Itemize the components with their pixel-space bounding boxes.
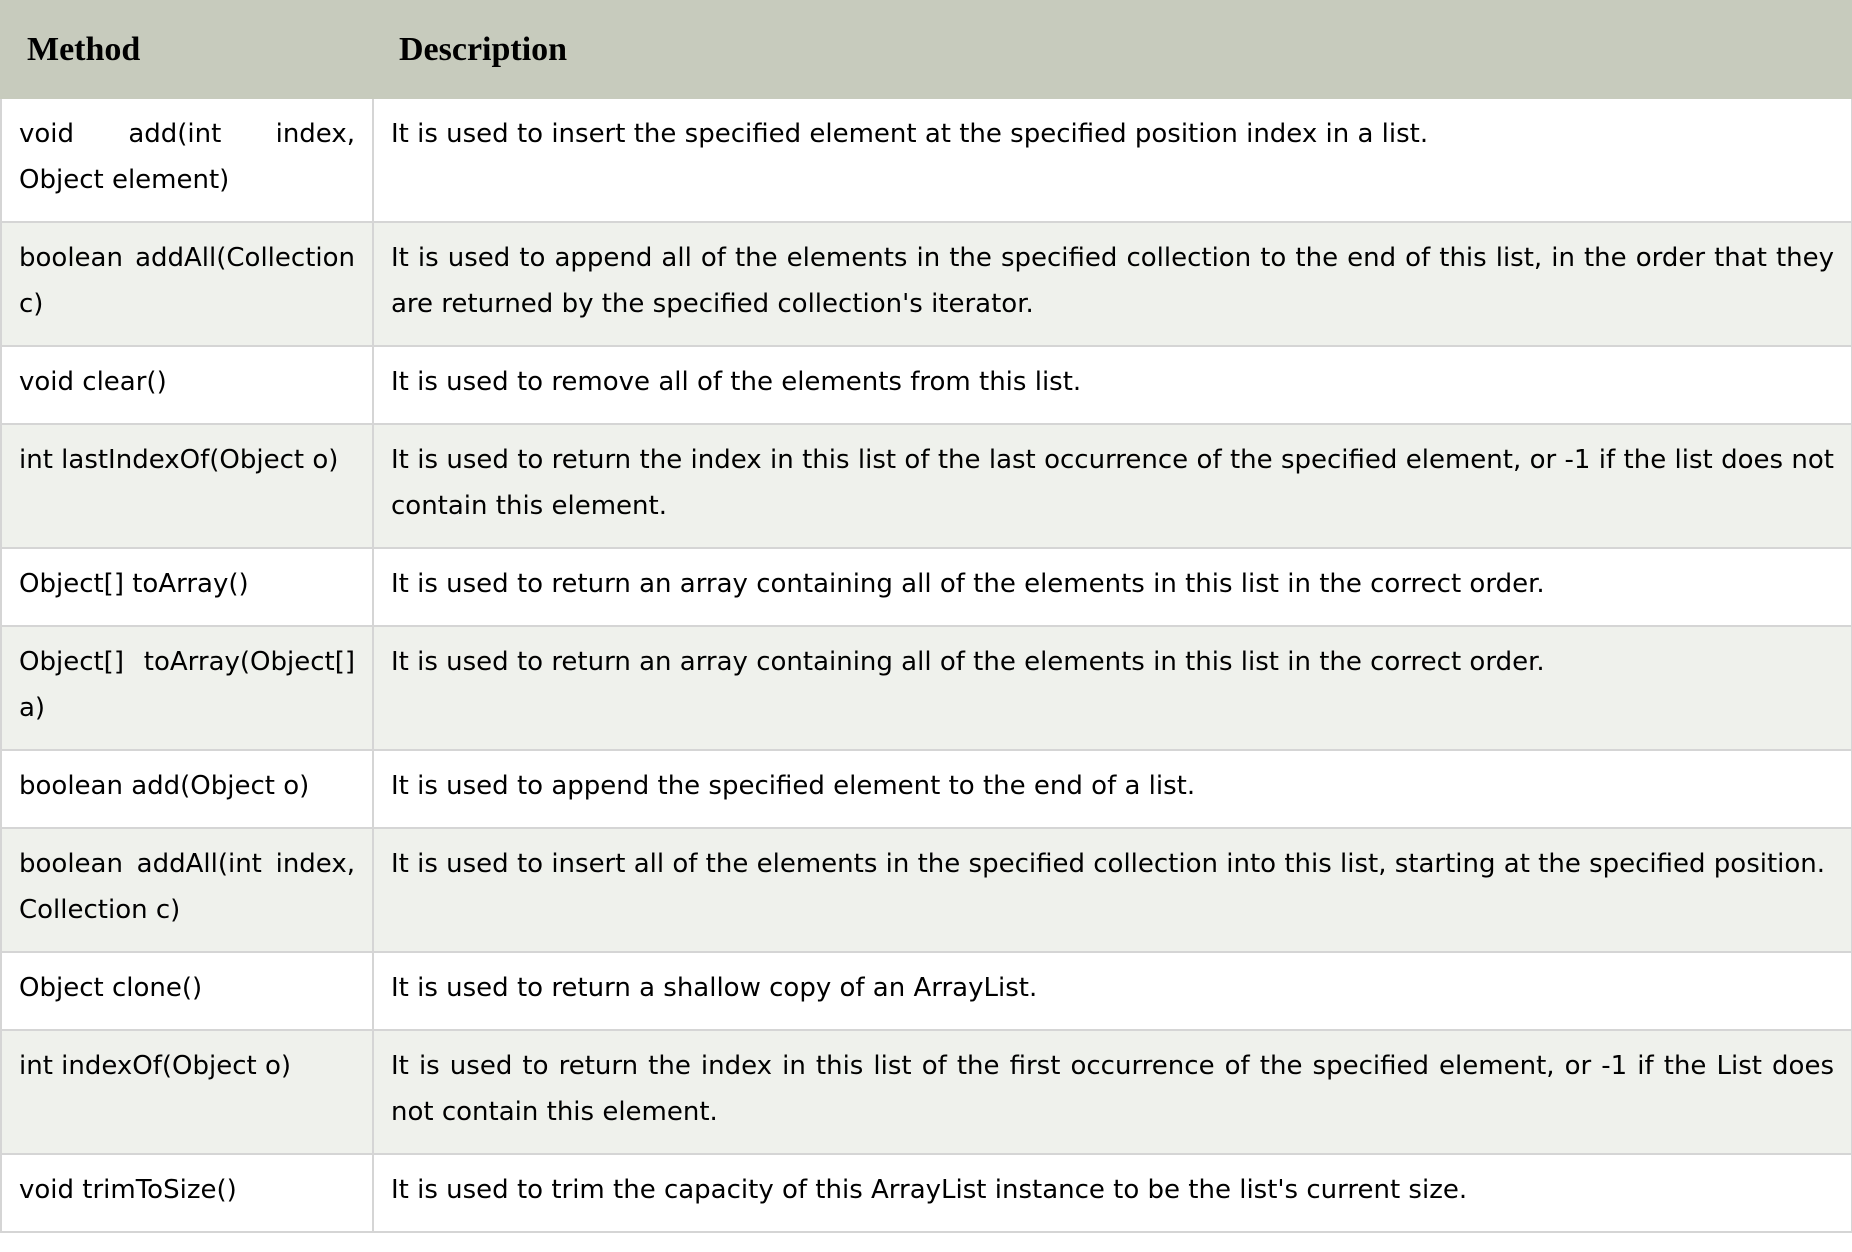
table-row (1, 626, 1852, 750)
method-cell: Object[] toArray(Object[] a) (1, 626, 373, 750)
table-row (1, 828, 1852, 952)
table-header-row (1, 1, 1852, 98)
method-cell: void clear() (1, 346, 373, 424)
method-cell: void add(int index, Object element) (1, 98, 373, 222)
description-cell: It is used to insert the specified element at the specified position index in a list. (373, 98, 1852, 222)
column-header-description: Description (373, 1, 1852, 98)
table-row (1, 98, 1852, 222)
description-cell: It is used to return an array containing all of the elements in this list in the correct order. (373, 548, 1852, 626)
description-cell: It is used to return a shallow copy of an ArrayList. (373, 952, 1852, 1030)
method-cell: Object clone() (1, 952, 373, 1030)
description-cell: It is used to append the specified element to the end of a list. (373, 750, 1852, 828)
table-row (1, 750, 1852, 828)
description-cell: It is used to append all of the elements in the specified collection to the end of this list, in the order that they are returned by the specified collection's iterator. (373, 222, 1852, 346)
table-row (1, 548, 1852, 626)
method-cell: int indexOf(Object o) (1, 1030, 373, 1154)
description-cell: It is used to return the index in this list of the first occurrence of the specified element, or -1 if the List does not contain this element. (373, 1030, 1852, 1154)
column-header-method: Method (1, 1, 373, 98)
description-cell: It is used to insert all of the elements in the specified collection into this list, starting at the specified position. (373, 828, 1852, 952)
table-row (1, 222, 1852, 346)
method-cell: boolean addAll(int index, Collection c) (1, 828, 373, 952)
description-cell: It is used to trim the capacity of this ArrayList instance to be the list's current size. (373, 1154, 1852, 1232)
table-row (1, 346, 1852, 424)
table-row (1, 952, 1852, 1030)
method-cell: Object[] toArray() (1, 548, 373, 626)
method-cell: boolean addAll(Collection c) (1, 222, 373, 346)
description-cell: It is used to return the index in this list of the last occurrence of the specified element, or -1 if the list does not contain this element. (373, 424, 1852, 548)
description-cell: It is used to remove all of the elements from this list. (373, 346, 1852, 424)
method-cell: boolean add(Object o) (1, 750, 373, 828)
description-cell: It is used to return an array containing all of the elements in this list in the correct order. (373, 626, 1852, 750)
method-cell: void trimToSize() (1, 1154, 373, 1232)
table-row (1, 424, 1852, 548)
table-row (1, 1030, 1852, 1154)
table-row (1, 1154, 1852, 1232)
method-cell: int lastIndexOf(Object o) (1, 424, 373, 548)
